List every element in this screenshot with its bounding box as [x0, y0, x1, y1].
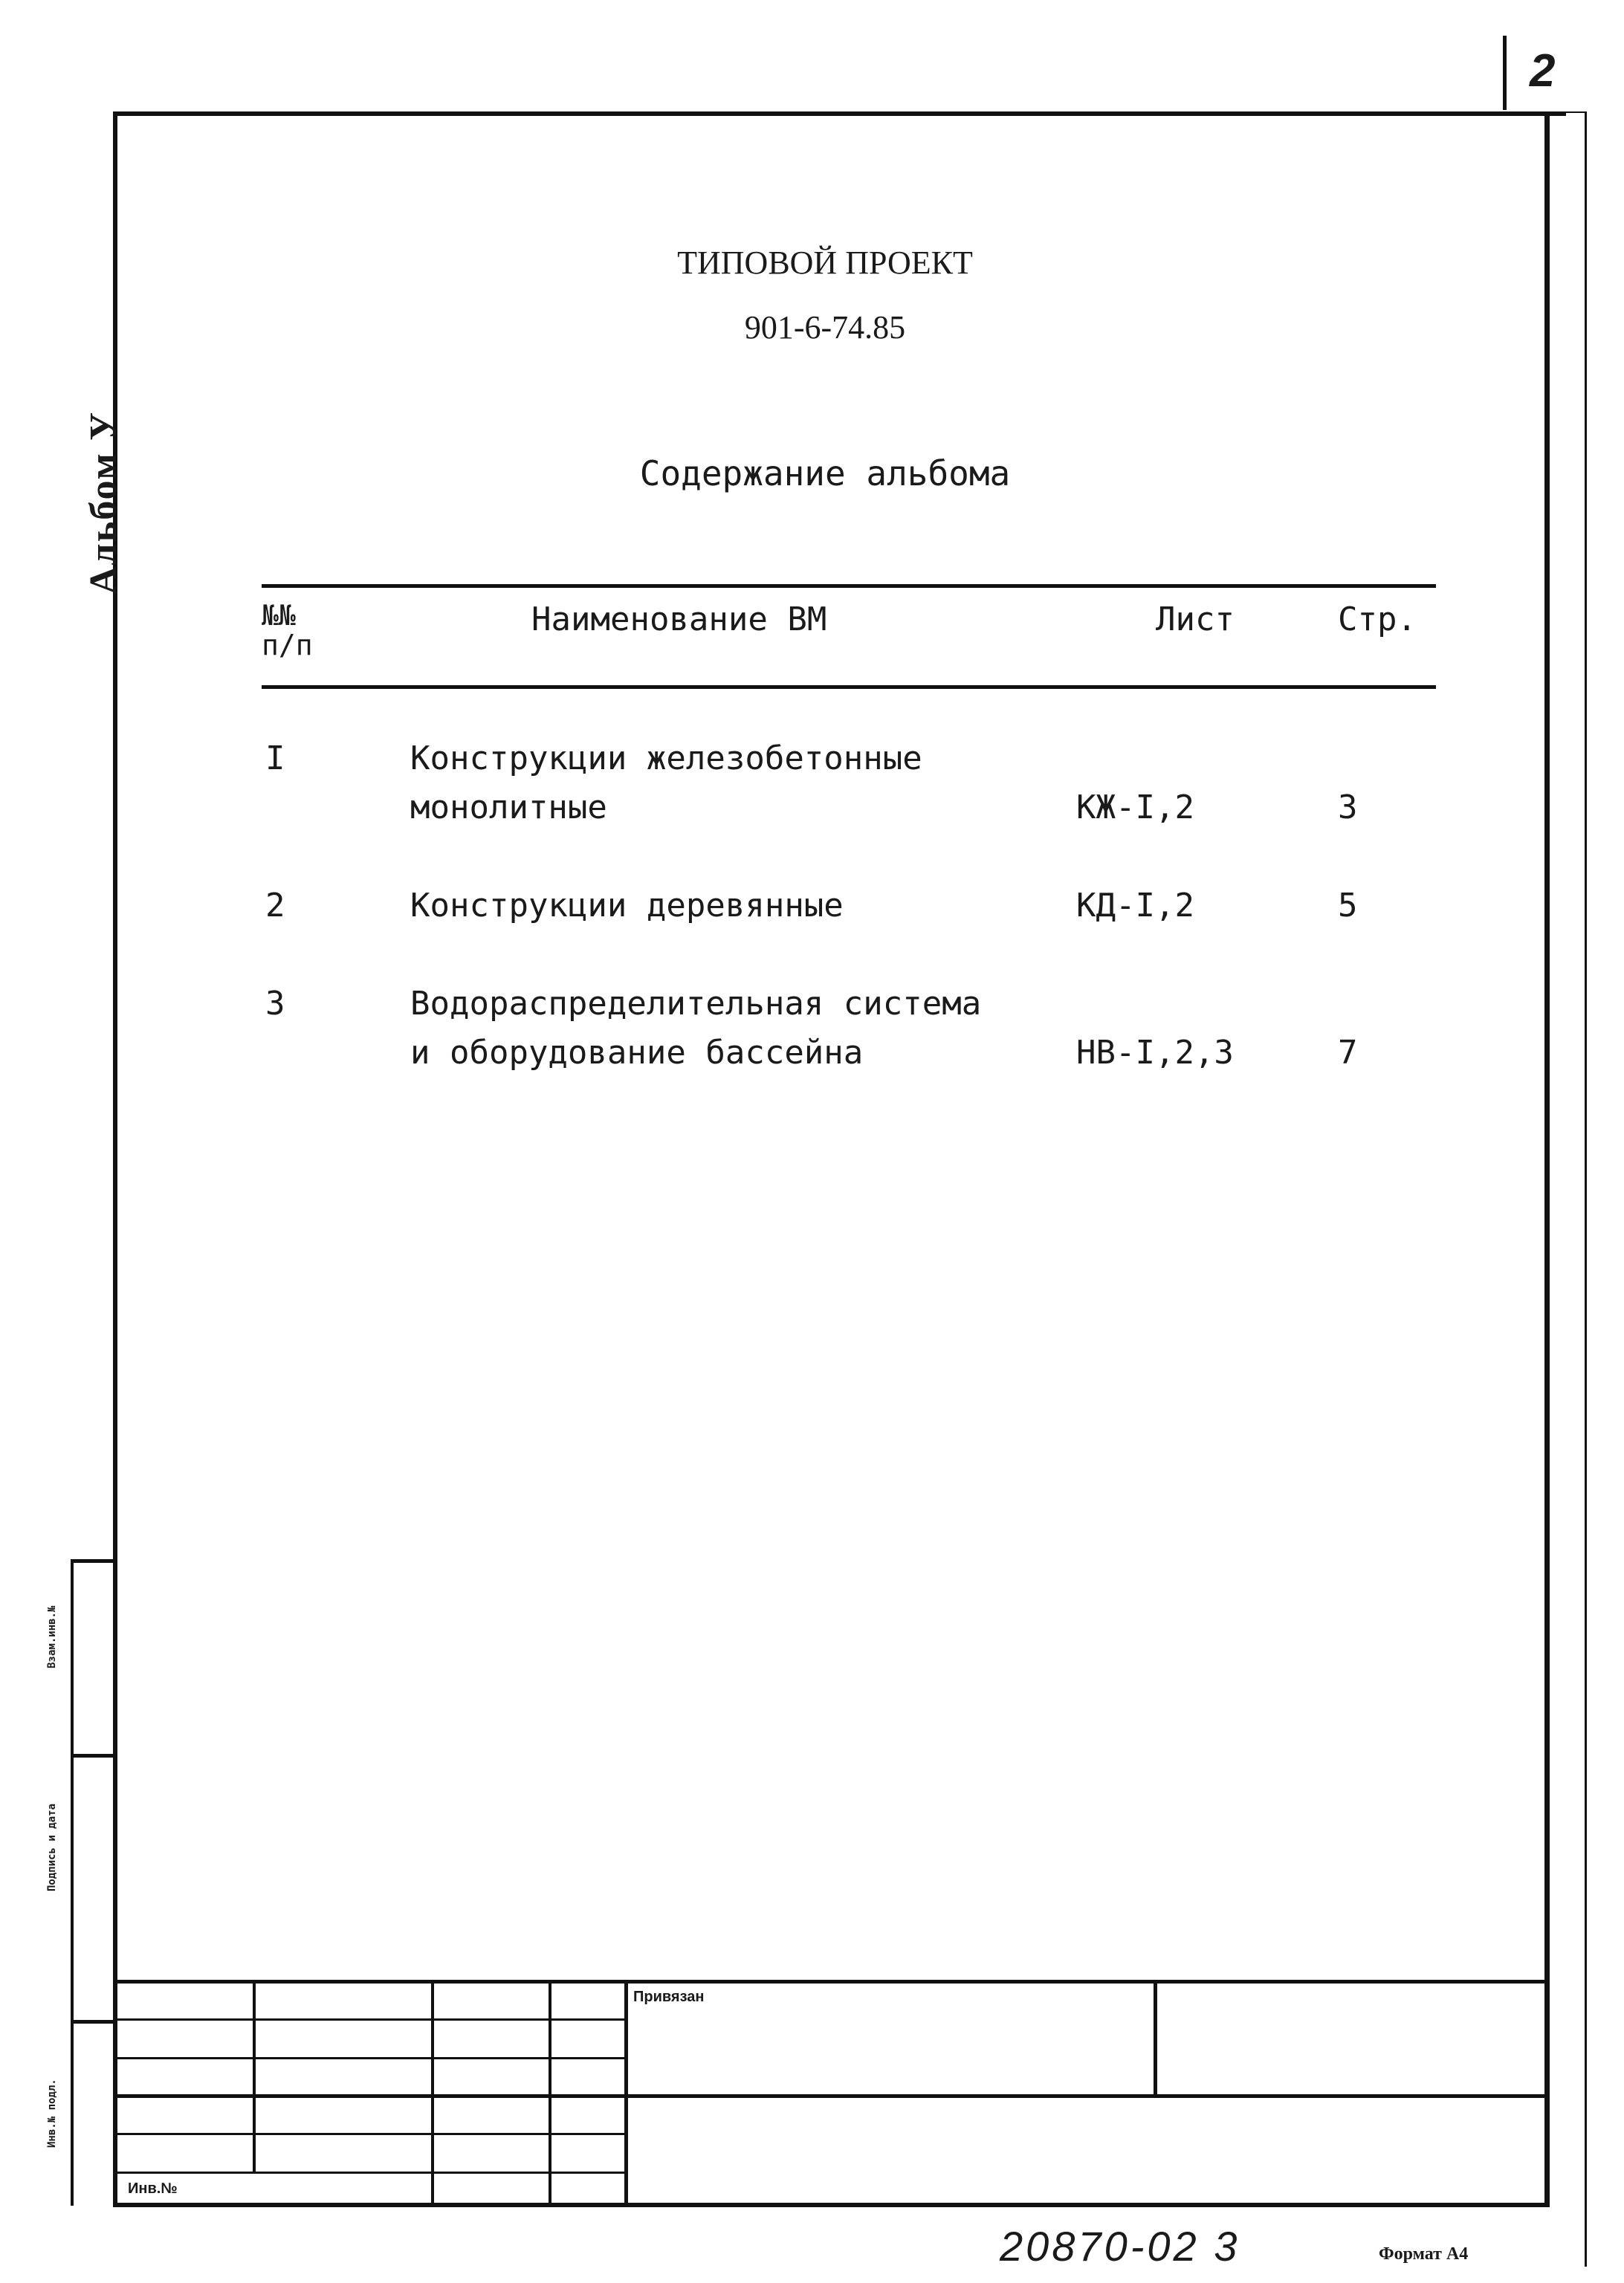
block-rule [253, 1980, 256, 2172]
block-rule [624, 1980, 628, 2204]
row-sheet: НВ-I,2,3 [1076, 1034, 1234, 1072]
row-name-cont: и оборудование бассейна [410, 1034, 864, 1072]
header-num: №№ п/п [262, 599, 313, 661]
row-name: Конструкции железобетонные [410, 739, 922, 777]
corner-divider [1503, 36, 1507, 110]
page-number: 2 [1530, 45, 1556, 97]
row-page: 3 [1338, 788, 1358, 826]
stamp-rule [71, 2020, 115, 2024]
block-rule [117, 2094, 1546, 2098]
row-sheet: КД-I,2 [1076, 887, 1194, 924]
frame-top [113, 111, 1566, 116]
block-rule [549, 1980, 551, 2204]
page-edge-top [1550, 111, 1587, 113]
document-number: 20870-02 3 [1000, 2223, 1240, 2270]
frame-bottom [113, 2203, 1550, 2207]
table-top-rule [262, 584, 1436, 588]
header-sheet: Лист [1156, 600, 1235, 638]
album-label: Альбом У [83, 410, 125, 595]
page-title: ТИПОВОЙ ПРОЕКТ [677, 245, 973, 281]
row-page: 7 [1338, 1034, 1358, 1072]
stamp-label: Взам.инв.№ [46, 1605, 58, 1668]
block-rule [1154, 1980, 1157, 2096]
stamp-label: Инв.№ подл. [46, 2079, 58, 2148]
contents-heading: Содержание альбома [639, 453, 1011, 493]
row-page: 5 [1338, 887, 1358, 924]
stamp-rule [71, 1559, 115, 1563]
header-page: Стр. [1338, 600, 1417, 638]
inv-label: Инв.№ [128, 2180, 178, 2197]
row-num: I [265, 739, 285, 777]
stamp-rule [71, 1559, 74, 2206]
header-name: Наименование ВМ [531, 600, 827, 638]
frame-right [1544, 111, 1550, 2207]
row-num: 2 [265, 887, 285, 924]
table-header-rule [262, 685, 1436, 689]
row-num: 3 [265, 985, 285, 1023]
page-edge-line [1585, 111, 1587, 2267]
row-name: Конструкции деревянные [410, 887, 844, 924]
block-rule [117, 1980, 1546, 1984]
stamp-label: Подпись и дата [46, 1803, 58, 1891]
project-code: 901-6-74.85 [744, 309, 906, 346]
row-name: Водораспределительная система [410, 985, 982, 1023]
block-rule [431, 1980, 434, 2204]
ref-label: Привязан [633, 1989, 705, 2005]
stamp-rule [71, 1754, 115, 1758]
format-label: Формат А4 [1379, 2244, 1469, 2264]
row-sheet: КЖ-I,2 [1076, 788, 1194, 826]
row-name-cont: монолитные [410, 788, 607, 826]
